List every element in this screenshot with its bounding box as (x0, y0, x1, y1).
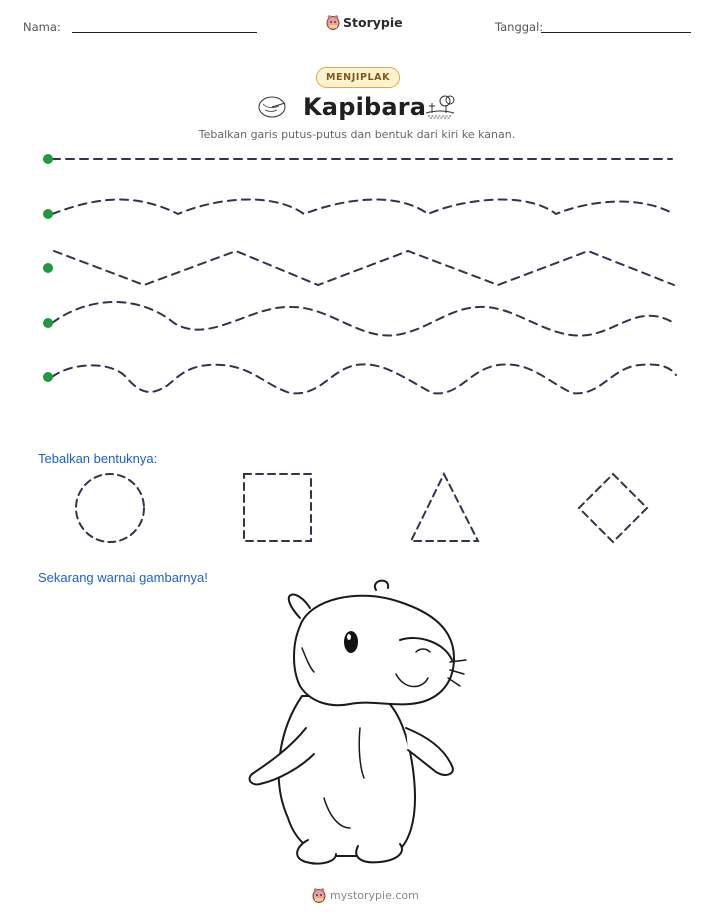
tracing-lines (0, 145, 714, 395)
brand-name: Storypie (343, 14, 403, 30)
capybara-coloring-picture[interactable] (240, 578, 470, 873)
name-label: Nama: (23, 20, 61, 34)
name-field[interactable] (72, 32, 257, 33)
trace-shape-square[interactable] (244, 474, 311, 541)
shapes-section-label: Tebalkan bentuknya: (38, 451, 158, 466)
trace-shape-circle[interactable] (76, 474, 144, 542)
date-field[interactable] (541, 32, 691, 33)
page-title: Kapibara (303, 93, 427, 121)
coloring-section-label: Sekarang warnai gambarnya! (38, 570, 208, 585)
trace-line-wave[interactable] (52, 302, 674, 336)
trace-shape-diamond[interactable] (579, 474, 647, 542)
footer (312, 887, 419, 903)
landscape-tree-icon (424, 93, 456, 121)
instructions: Tebalkan garis putus-putus dan bentuk dari kiri ke kanan. (198, 128, 516, 141)
start-dot (43, 318, 53, 328)
lily-pad-icon (257, 94, 287, 120)
footer-site-link[interactable]: mystorypie.com (330, 888, 419, 902)
trace-line-bumpy-wave[interactable] (52, 364, 676, 393)
capybara-mascot-icon (312, 887, 326, 903)
date-label: Tanggal: (495, 20, 544, 34)
brand-logo (326, 14, 403, 30)
activity-badge: MENJIPLAK (316, 67, 400, 88)
start-dot (43, 263, 53, 273)
start-dot (43, 154, 53, 164)
trace-line-zigzag[interactable] (54, 251, 674, 285)
trace-line-gentle-wave[interactable] (52, 200, 674, 214)
capybara-mascot-icon (326, 14, 340, 30)
trace-shape-triangle[interactable] (411, 474, 478, 541)
tracing-shapes (0, 470, 714, 550)
start-dot (43, 372, 53, 382)
start-dot (43, 209, 53, 219)
capybara-eye (344, 631, 358, 653)
